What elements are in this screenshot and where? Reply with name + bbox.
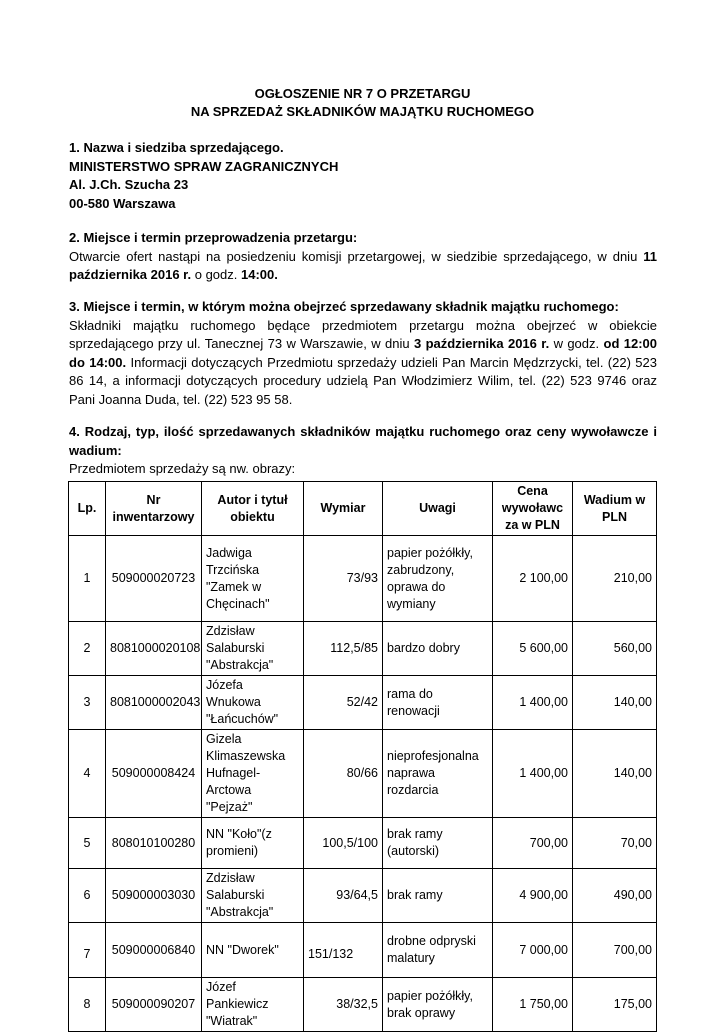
cell-price: 2 100,00 <box>493 536 573 622</box>
document-title: OGŁOSZENIE NR 7 O PRZETARGU <box>254 86 471 101</box>
cell-lp: 7 <box>69 923 106 978</box>
table-header-row <box>69 482 657 536</box>
viewing-hours: od 12:00 do 14:00. <box>69 336 657 370</box>
cell-deposit: 560,00 <box>573 622 657 676</box>
cell-price: 1 400,00 <box>493 676 573 730</box>
table-row <box>69 730 657 818</box>
table-row <box>69 978 657 1032</box>
cell-dimensions: 93/64,5 <box>304 869 383 923</box>
cell-remarks: papier pożółkły, brak oprawy <box>383 978 493 1032</box>
cell-remarks: drobne odpryski malatury <box>383 923 493 978</box>
cell-remarks: brak ramy <box>383 869 493 923</box>
cell-lp: 3 <box>69 676 106 730</box>
header-dimensions: Wymiar <box>304 482 383 536</box>
cell-deposit: 490,00 <box>573 869 657 923</box>
section-2-text <box>69 248 657 285</box>
cell-author-title: Gizela Klimaszewska Hufnagel-Arctowa "Pejzaż" <box>202 730 304 818</box>
cell-author-title: NN "Koło"(z promieni) <box>202 818 304 869</box>
cell-author-title: NN "Dworek" <box>202 923 304 978</box>
section-3-text-a: Składniki majątku ruchomego będące przedmiotem przetargu można obejrzeć w obiekcie sprzedającego przy ul. Tanecznej 73 w Warszawie, w dniu <box>69 317 657 352</box>
cell-remarks: papier pożółkły, zabrudzony, oprawa do wymiany <box>383 536 493 622</box>
cell-author-title: Józef Pankiewicz "Wiatrak" <box>202 978 304 1032</box>
cell-deposit: 70,00 <box>573 818 657 869</box>
cell-remarks: bardzo dobry <box>383 622 493 676</box>
table-row <box>69 818 657 869</box>
table-row <box>69 676 657 730</box>
seller-street: Al. J.Ch. Szucha 23 <box>69 177 189 193</box>
auction-date: 11 października 2016 r. <box>69 248 657 283</box>
cell-price: 5 600,00 <box>493 622 573 676</box>
cell-author-title: Zdzisław Salaburski "Abstrakcja" <box>202 869 304 923</box>
header-price-line-1: Cena <box>517 484 548 498</box>
section-4 <box>69 423 657 479</box>
cell-inventory-number: 509000020723 <box>106 536 202 622</box>
cell-dimensions: 80/66 <box>304 730 383 818</box>
viewing-date: 3 października 2016 r. <box>413 336 550 352</box>
auction-time: 14:00. <box>241 267 278 283</box>
table-row <box>69 536 657 622</box>
header-price <box>493 482 573 536</box>
cell-inventory-number: 509000006840 <box>106 923 202 978</box>
section-3-text-b: w godz. <box>549 336 604 352</box>
section-1-title: 1. Nazwa i siedziba sprzedającego. <box>69 140 284 155</box>
cell-inventory-number: 808010100280 <box>106 818 202 869</box>
seller-name: MINISTERSTWO SPRAW ZAGRANICZNYCH <box>69 158 339 174</box>
cell-dimensions: 52/42 <box>304 676 383 730</box>
header-author-title: Autor i tytuł obiektu <box>202 482 304 536</box>
document-subtitle: NA SPRZEDAŻ SKŁADNIKÓW MAJĄTKU RUCHOMEGO <box>190 104 535 119</box>
cell-price: 1 750,00 <box>493 978 573 1032</box>
cell-deposit: 210,00 <box>573 536 657 622</box>
items-table <box>68 481 657 1032</box>
cell-price: 700,00 <box>493 818 573 869</box>
cell-deposit: 700,00 <box>573 923 657 978</box>
section-2 <box>69 229 657 285</box>
cell-dimensions: 100,5/100 <box>304 818 383 869</box>
section-4-intro: Przedmiotem sprzedaży są nw. obrazy: <box>69 461 296 477</box>
cell-lp: 5 <box>69 818 106 869</box>
header-price-line-2: wywoławc <box>501 501 564 515</box>
cell-author-title: Zdzisław Salaburski "Abstrakcja" <box>202 622 304 676</box>
cell-author-title: Jadwiga Trzcińska "Zamek w Chęcinach" <box>202 536 304 622</box>
table-row <box>69 923 657 978</box>
cell-inventory-number: 509000008424 <box>106 730 202 818</box>
cell-lp: 8 <box>69 978 106 1032</box>
section-2-text-a: Otwarcie ofert nastąpi na posiedzeniu komisji przetargowej, w siedzibie sprzedającego, w dniu <box>69 248 644 264</box>
header-price-line-3: za w PLN <box>505 518 560 532</box>
cell-price: 1 400,00 <box>493 730 573 818</box>
cell-inventory-number: 8081000002043 <box>106 676 202 730</box>
cell-inventory-number: 509000090207 <box>106 978 202 1032</box>
seller-city: 00-580 Warszawa <box>69 195 176 211</box>
header-remarks: Uwagi <box>383 482 493 536</box>
cell-inventory-number: 509000003030 <box>106 869 202 923</box>
cell-author-title: Józefa Wnukowa "Łańcuchów" <box>202 676 304 730</box>
cell-deposit: 175,00 <box>573 978 657 1032</box>
cell-remarks: nieprofesjonalna naprawa rozdarcia <box>383 730 493 818</box>
cell-price: 7 000,00 <box>493 923 573 978</box>
table-row <box>69 869 657 923</box>
table-row <box>69 622 657 676</box>
cell-inventory-number: 8081000020108 <box>106 622 202 676</box>
section-2-title: 2. Miejsce i termin przeprowadzenia przetargu: <box>69 230 358 245</box>
cell-dimensions: 151/132 <box>304 923 383 978</box>
section-3-title: 3. Miejsce i termin, w którym można obejrzeć sprzedawany składnik majątku ruchomego: <box>69 299 619 314</box>
section-1 <box>69 139 657 213</box>
cell-deposit: 140,00 <box>573 676 657 730</box>
header-inventory-number: Nr inwentarzowy <box>106 482 202 536</box>
header-lp: Lp. <box>69 482 106 536</box>
section-3 <box>69 298 657 410</box>
cell-lp: 2 <box>69 622 106 676</box>
cell-remarks: brak ramy (autorski) <box>383 818 493 869</box>
section-3-text-c: Informacji dotyczących Przedmiotu sprzedaży udzieli Pan Marcin Mędzrzycki, tel. (22) 523 86 14, a informacji dotyczących procedury udzielą Pan Włodzimierz Wilim, tel. (22) 523 9746 oraz Pani Joanna Duda, tel. (22) 523 95 58. <box>69 354 658 407</box>
section-4-title: 4. Rodzaj, typ, ilość sprzedawanych składników majątku ruchomego oraz ceny wywoławcze i wadium: <box>69 424 657 458</box>
cell-price: 4 900,00 <box>493 869 573 923</box>
cell-dimensions: 73/93 <box>304 536 383 622</box>
cell-dimensions: 112,5/85 <box>304 622 383 676</box>
cell-lp: 4 <box>69 730 106 818</box>
cell-deposit: 140,00 <box>573 730 657 818</box>
cell-lp: 1 <box>69 536 106 622</box>
header-deposit: Wadium w PLN <box>573 482 657 536</box>
cell-lp: 6 <box>69 869 106 923</box>
cell-dimensions: 38/32,5 <box>304 978 383 1032</box>
section-3-text <box>69 317 657 410</box>
cell-remarks: rama do renowacji <box>383 676 493 730</box>
section-2-text-b: o godz. <box>191 267 241 283</box>
